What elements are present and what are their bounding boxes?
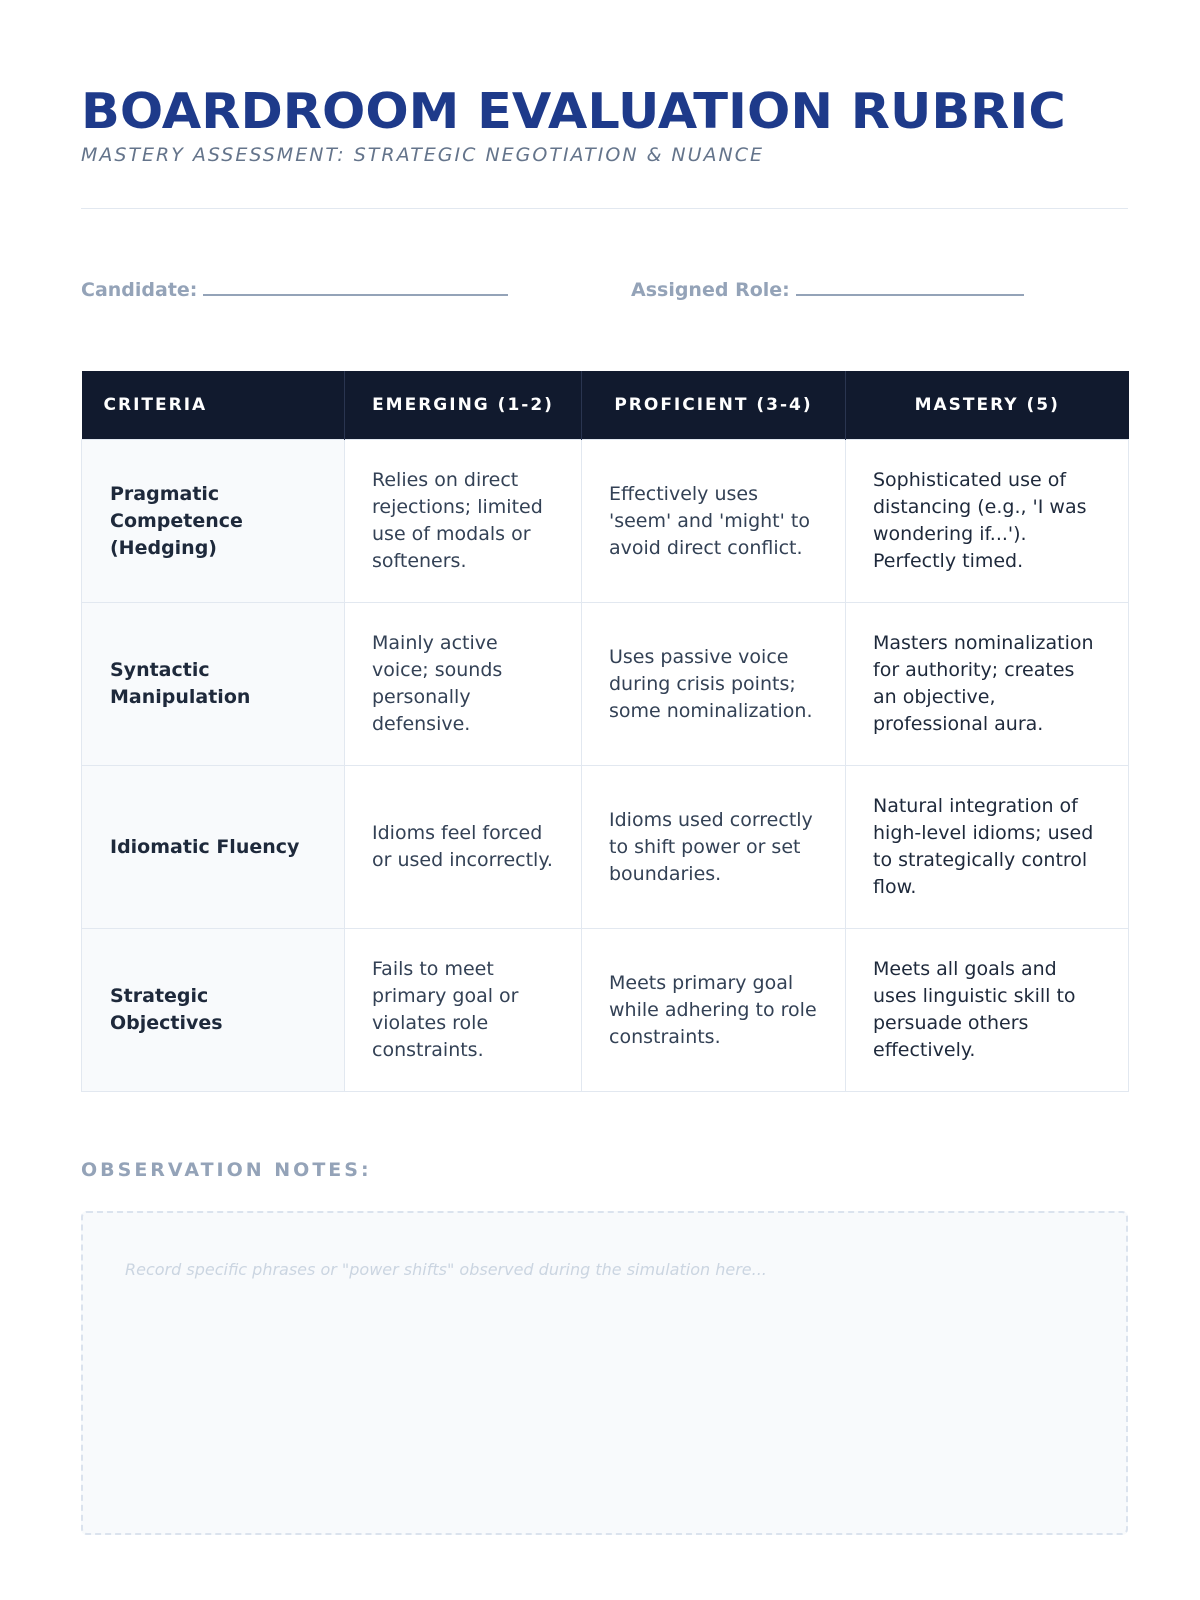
proficient-cell: Uses passive voice during crisis points; some nominalization. [582, 603, 846, 766]
proficient-cell: Meets primary goal while adhering to role constraints. [582, 929, 846, 1092]
observation-notes-label: OBSERVATION NOTES: [81, 1159, 372, 1181]
column-header-mastery: MASTERY (5) [846, 371, 1129, 440]
table-row [82, 766, 1129, 929]
proficient-cell: Idioms used correctly to shift power or set boundaries. [582, 766, 846, 929]
page-title: BOARDROOM EVALUATION RUBRIC [81, 83, 1066, 140]
mastery-cell: Natural integration of high-level idioms; used to strategically control flow. [846, 766, 1129, 929]
column-header-criteria: CRITERIA [82, 371, 345, 440]
criteria-cell: Idiomatic Fluency [82, 766, 345, 929]
proficient-cell: Effectively uses 'seem' and 'might' to avoid direct conflict. [582, 440, 846, 603]
candidate-label: Candidate: [81, 279, 198, 301]
observation-notes-box[interactable] [81, 1211, 1128, 1535]
rubric-table [81, 371, 1129, 1092]
rubric-header-row [82, 371, 1129, 440]
criteria-cell: Syntactic Manipulation [82, 603, 345, 766]
table-row [82, 929, 1129, 1092]
column-header-emerging: EMERGING (1-2) [345, 371, 582, 440]
criteria-cell: Pragmatic Competence (Hedging) [82, 440, 345, 603]
assigned-role-field [631, 277, 1024, 303]
candidate-input-line[interactable] [203, 278, 508, 296]
table-row [82, 440, 1129, 603]
page-subtitle: MASTERY ASSESSMENT: STRATEGIC NEGOTIATION & NUANCE [81, 144, 765, 166]
table-row [82, 603, 1129, 766]
header-divider [81, 208, 1128, 209]
assigned-role-label: Assigned Role: [631, 279, 790, 301]
mastery-cell: Masters nominalization for authority; creates an objective, professional aura. [846, 603, 1129, 766]
emerging-cell: Relies on direct rejections; limited use of modals or softeners. [345, 440, 582, 603]
emerging-cell: Idioms feel forced or used incorrectly. [345, 766, 582, 929]
column-header-proficient: PROFICIENT (3-4) [582, 371, 846, 440]
criteria-cell: Strategic Objectives [82, 929, 345, 1092]
mastery-cell: Sophisticated use of distancing (e.g., 'I was wondering if...'). Perfectly timed. [846, 440, 1129, 603]
observation-notes-placeholder: Record specific phrases or "power shifts" observed during the simulation here... [125, 1260, 767, 1279]
assigned-role-input-line[interactable] [796, 278, 1024, 296]
emerging-cell: Mainly active voice; sounds personally defensive. [345, 603, 582, 766]
emerging-cell: Fails to meet primary goal or violates role constraints. [345, 929, 582, 1092]
candidate-field [81, 277, 508, 303]
mastery-cell: Meets all goals and uses linguistic skill to persuade others effectively. [846, 929, 1129, 1092]
